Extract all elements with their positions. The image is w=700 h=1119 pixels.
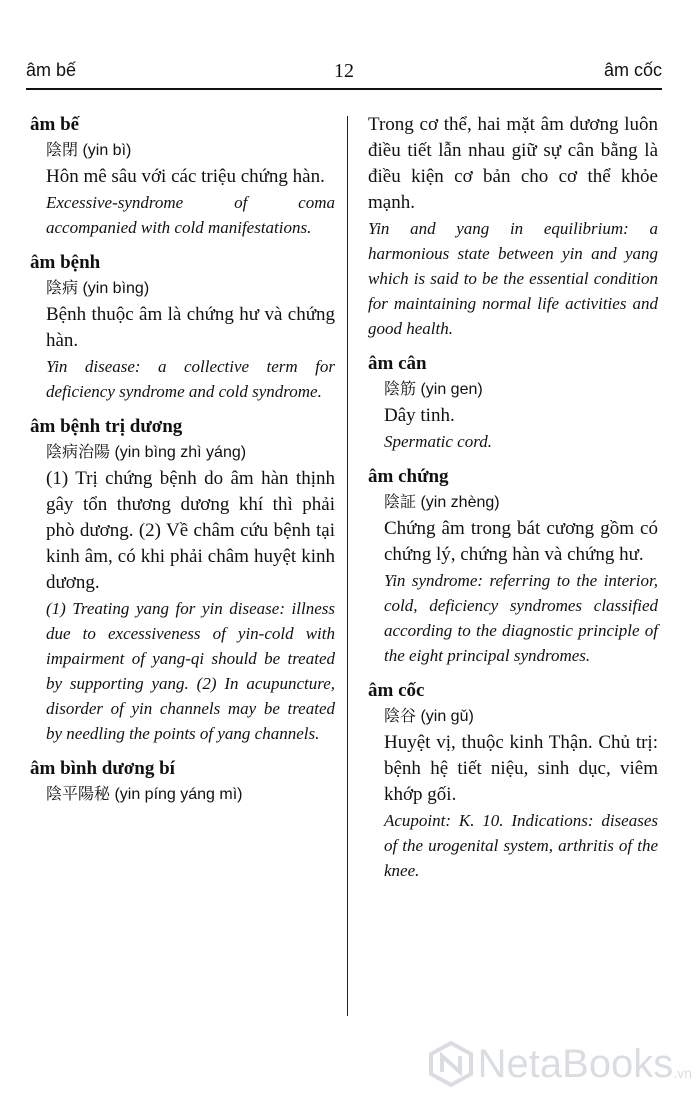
entry-vietnamese-definition: Chứng âm trong bát cương gồm có chứng lý, chứng hàn và chứng hư.: [384, 518, 658, 565]
entry-chinese: 陰筋 (yin gen): [384, 381, 483, 398]
entry-term: âm chứng: [368, 466, 449, 487]
right-column: [368, 112, 658, 883]
entry-chinese: 陰証 (yin zhèng): [384, 494, 500, 511]
entry: [368, 351, 658, 454]
entry-chinese: 陰平陽秘 (yin píng yáng mì): [46, 786, 243, 803]
entry-english-definition: Spermatic cord.: [384, 432, 492, 451]
entry-term: âm bế: [30, 114, 80, 135]
entry-english-definition: Yin syndrome: referring to the interior, cold, deficiency syndromes classified according to the diagnostic principle of the eight principal syndromes.: [384, 571, 658, 665]
entry-vietnamese-definition: Huyệt vị, thuộc kinh Thận. Chủ trị: bệnh hệ tiết niệu, sinh dục, viêm khớp gối.: [384, 732, 658, 805]
entry-term: âm bệnh: [30, 252, 101, 273]
entry-term: âm bệnh trị dương: [30, 416, 183, 437]
entry-chinese: 陰谷 (yin gǔ): [384, 708, 474, 725]
netabooks-watermark: [428, 1041, 692, 1087]
entry: [30, 414, 335, 746]
entry-english-definition: Acupoint: K. 10. Indications: diseases of the urogenital system, arthritis of the knee.: [384, 811, 658, 880]
entry: [30, 756, 335, 808]
page-number: 12: [334, 60, 354, 82]
page-header: [26, 60, 662, 90]
entry-vietnamese-definition: Hôn mê sâu với các triệu chứng hàn.: [46, 166, 325, 187]
entry-english-definition: (1) Treating yang for yin disease: illness due to excessiveness of yin-cold with impairment of yang-qi should be treated by supporting yang. (2) In acupuncture, disorder of yin channels may be treated by needling the points of yang channels.: [46, 599, 335, 743]
entry-vietnamese-definition: Bệnh thuộc âm là chứng hư và chứng hàn.: [46, 304, 335, 351]
entry: [30, 112, 335, 240]
entry: [368, 464, 658, 668]
watermark-suffix: .vn: [673, 1065, 692, 1081]
entry-chinese: 陰病 (yin bìng): [46, 280, 150, 297]
header-rule: [26, 88, 662, 90]
column-divider: [347, 116, 348, 1016]
entry-term: âm cốc: [368, 680, 425, 701]
continued-english-definition: Yin and yang in equilibrium: a harmonious state between yin and yang which is said to be the essential condition for maintaining normal life activities and good health.: [368, 219, 658, 338]
entry: [30, 250, 335, 404]
entry-chinese: 陰病治陽 (yin bìng zhì yáng): [46, 444, 247, 461]
entry-english-definition: Yin disease: a collective term for deficiency syndrome and cold syndrome.: [46, 357, 335, 401]
header-left-guide-word: âm bế: [26, 60, 77, 80]
continued-vietnamese-definition: Trong cơ thể, hai mặt âm dương luôn điều tiết lẫn nhau giữ sự cân bằng là điều kiện cơ bản cho cơ thể khỏe mạnh.: [368, 114, 658, 213]
entry: [368, 678, 658, 883]
header-right-guide-word: âm cốc: [603, 60, 662, 80]
netabooks-logo-icon: [428, 1041, 474, 1087]
left-column: [30, 112, 335, 808]
entry-vietnamese-definition: Dây tinh.: [384, 405, 455, 426]
entry-term: âm bình dương bí: [30, 758, 175, 779]
entry-term: âm cân: [368, 353, 427, 374]
watermark-name: NetaBooks: [477, 1041, 674, 1086]
entry-english-definition: Excessive-syndrome of coma accompanied with cold manifestations.: [46, 193, 335, 237]
entry-vietnamese-definition: (1) Trị chứng bệnh do âm hàn thịnh gây tổn thương dương khí thì phải phò dương. (2) Về châm cứu bệnh tại kinh âm, có khi phải châm huyệt kinh dương.: [46, 468, 335, 593]
entry-chinese: 陰閉 (yin bì): [46, 142, 132, 159]
